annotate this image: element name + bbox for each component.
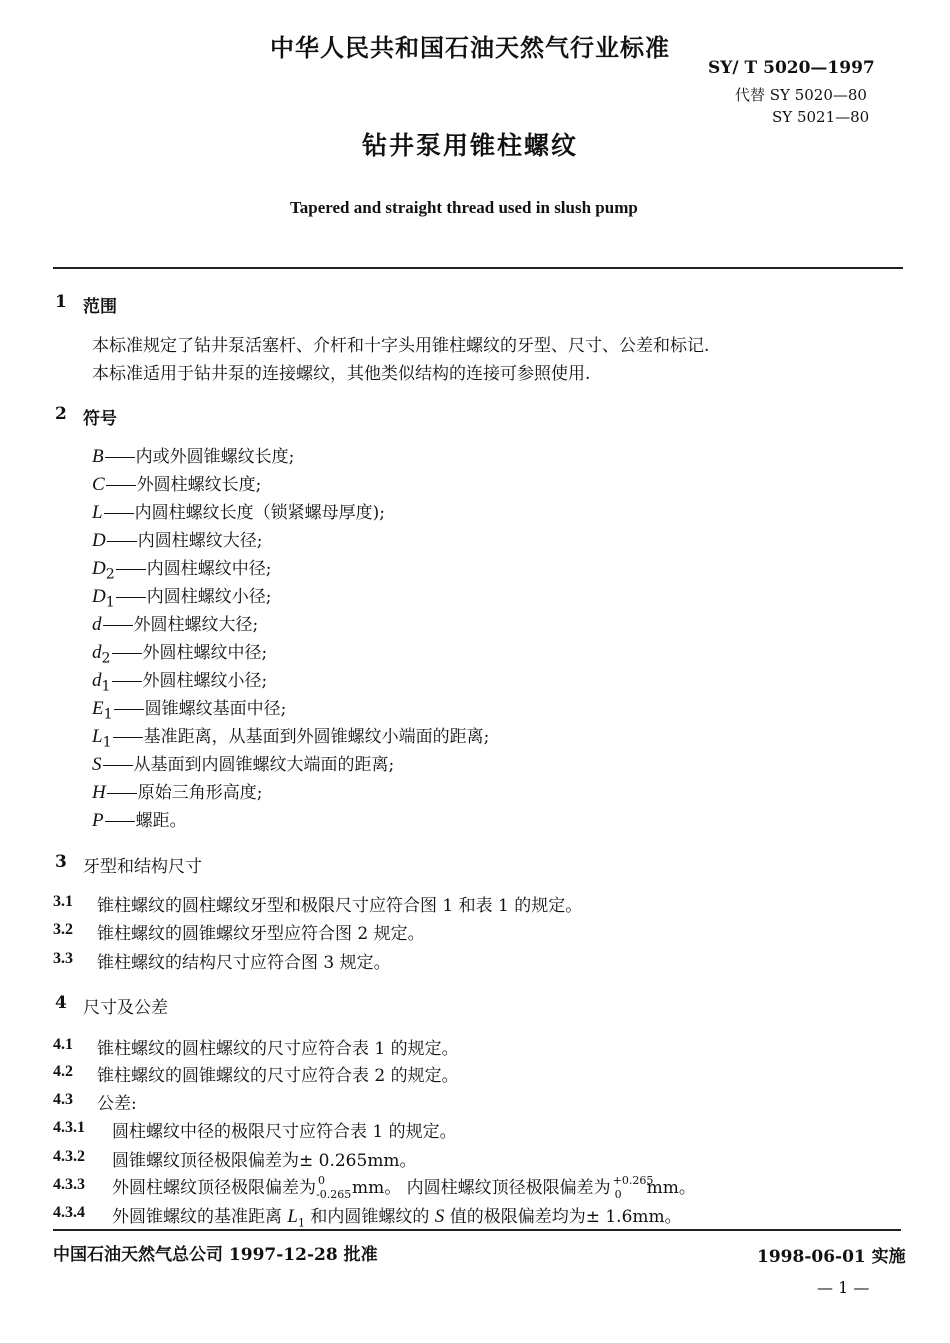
symbol-subscript: 2 bbox=[105, 566, 115, 583]
dash bbox=[112, 681, 142, 682]
section-1-number: 1 bbox=[55, 292, 67, 312]
symbol: L bbox=[287, 1206, 298, 1227]
section-2-number: 2 bbox=[55, 404, 67, 424]
standard-code: SY/ T 5020—1997 bbox=[708, 58, 875, 78]
header-divider bbox=[53, 267, 903, 269]
document-title: 钻井泵用锥柱螺纹 bbox=[362, 131, 579, 160]
section-1-title: 范围 bbox=[83, 297, 117, 317]
clause-number: 4.2 bbox=[53, 1063, 73, 1080]
dash bbox=[105, 821, 135, 822]
issuing-standard-title: 中华人民共和国石油天然气行业标准 bbox=[270, 34, 670, 62]
dash bbox=[116, 597, 146, 598]
symbol-subscript: 1 bbox=[297, 1216, 305, 1230]
clause-number: 4.3 bbox=[53, 1091, 73, 1108]
page-number: — 1 — bbox=[817, 1278, 870, 1297]
symbol: B bbox=[92, 446, 104, 467]
symbol-subscript: 1 bbox=[103, 706, 113, 723]
clause-text: 圆柱螺纹中径的极限尺寸应符合表 1 的规定。 bbox=[112, 1122, 457, 1142]
symbol-description: 圆锥螺纹基面中径; bbox=[144, 699, 287, 719]
clause-text: 公差: bbox=[97, 1094, 137, 1114]
symbol: D bbox=[92, 530, 106, 551]
symbol-row bbox=[92, 638, 268, 667]
tolerance-lower: -0.265 bbox=[316, 1187, 352, 1201]
dash bbox=[114, 709, 144, 710]
clause-number: 4.3.2 bbox=[53, 1148, 85, 1165]
clause-number: 3.2 bbox=[53, 921, 73, 938]
clause-number: 4.3.3 bbox=[53, 1176, 85, 1193]
clause-text: mm。 内圆柱螺纹顶径极限偏差为 bbox=[352, 1178, 611, 1198]
symbol: H bbox=[92, 782, 106, 803]
dash bbox=[103, 765, 133, 766]
dash bbox=[113, 737, 143, 738]
section-1-paragraph-1: 本标准规定了钻井泵活塞杆、介杆和十字头用锥柱螺纹的牙型、尺寸、公差和标记. bbox=[92, 336, 710, 356]
symbol-subscript: 1 bbox=[102, 734, 112, 751]
clause-text: 外圆柱螺纹顶径极限偏差为 bbox=[112, 1178, 316, 1198]
clause-number: 4.1 bbox=[53, 1036, 73, 1053]
clause-text: mm。 bbox=[646, 1178, 696, 1198]
effective-date: 1998-06-01 实施 bbox=[757, 1247, 906, 1267]
dash bbox=[116, 569, 146, 570]
symbol-row bbox=[92, 470, 261, 496]
symbol-row bbox=[92, 582, 272, 611]
tolerance-upper: +0.265 bbox=[612, 1173, 654, 1187]
symbol: P bbox=[92, 810, 104, 831]
clause-number: 4.3.1 bbox=[53, 1119, 85, 1136]
symbol-description: 内或外圆锥螺纹长度; bbox=[135, 447, 295, 467]
symbol: S bbox=[92, 754, 102, 775]
symbol-description: 外圆柱螺纹小径; bbox=[142, 671, 268, 691]
dash bbox=[106, 485, 136, 486]
symbol: L bbox=[92, 502, 103, 523]
symbol-row bbox=[92, 526, 262, 552]
symbol-subscript: 1 bbox=[101, 678, 111, 695]
section-1-paragraph-2: 本标准适用于钻井泵的连接螺纹，其他类似结构的连接可参照使用. bbox=[92, 364, 591, 384]
symbol-description: 外圆柱螺纹长度; bbox=[136, 475, 262, 495]
section-3-title: 牙型和结构尺寸 bbox=[83, 857, 202, 877]
symbol: d bbox=[92, 642, 102, 663]
section-4-number: 4 bbox=[55, 993, 67, 1013]
dash bbox=[105, 457, 135, 458]
clause-text-basic-distance bbox=[112, 1202, 682, 1229]
symbol-row bbox=[92, 610, 258, 636]
approval-line: 中国石油天然气总公司 1997-12-28 批准 bbox=[53, 1245, 378, 1265]
symbol-row bbox=[92, 554, 272, 583]
tolerance-upper: 0 bbox=[318, 1173, 325, 1187]
clause-text: 圆锥螺纹顶径极限偏差为± 0.265mm。 bbox=[112, 1151, 417, 1171]
clause-text: 锥柱螺纹的圆柱螺纹的尺寸应符合表 1 的规定。 bbox=[97, 1039, 459, 1059]
document-title-english: Tapered and straight thread used in slush pump bbox=[290, 198, 638, 217]
symbol: D bbox=[92, 558, 106, 579]
symbol-description: 外圆柱螺纹中径; bbox=[142, 643, 268, 663]
symbol-description: 内圆柱螺纹中径; bbox=[146, 559, 272, 579]
symbol-description: 内圆柱螺纹小径; bbox=[146, 587, 272, 607]
dash bbox=[104, 513, 134, 514]
symbol-row bbox=[92, 694, 287, 723]
dash bbox=[103, 625, 133, 626]
symbol: C bbox=[92, 474, 105, 495]
clause-number: 3.3 bbox=[53, 950, 73, 967]
symbol: d bbox=[92, 670, 102, 691]
symbol: S bbox=[434, 1206, 445, 1227]
symbol-subscript: 2 bbox=[101, 650, 111, 667]
symbol-description: 从基面到内圆锥螺纹大端面的距离; bbox=[133, 755, 395, 775]
dash bbox=[112, 653, 142, 654]
clause-text-tolerance bbox=[112, 1173, 696, 1201]
symbol-description: 原始三角形高度; bbox=[137, 783, 263, 803]
symbol-row bbox=[92, 498, 385, 524]
clause-text: 锥柱螺纹的圆柱螺纹牙型和极限尺寸应符合图 1 和表 1 的规定。 bbox=[97, 896, 583, 916]
symbol-row bbox=[92, 806, 187, 832]
footer-divider bbox=[53, 1229, 901, 1231]
section-2-title: 符号 bbox=[83, 409, 117, 429]
clause-number: 3.1 bbox=[53, 893, 73, 910]
dash bbox=[107, 541, 137, 542]
clause-text: 锥柱螺纹的结构尺寸应符合图 3 规定。 bbox=[97, 953, 391, 973]
section-4-title: 尺寸及公差 bbox=[83, 998, 168, 1018]
tolerance-lower: 0 bbox=[614, 1187, 622, 1201]
clause-text: 外圆锥螺纹的基准距离 bbox=[112, 1207, 282, 1227]
symbol-row bbox=[92, 666, 268, 695]
symbol-description: 螺距。 bbox=[135, 811, 187, 831]
symbol-row bbox=[92, 750, 394, 776]
symbol-subscript: 1 bbox=[105, 594, 115, 611]
symbol-description: 内圆柱螺纹大径; bbox=[137, 531, 263, 551]
clause-text: 和内圆锥螺纹的 bbox=[310, 1207, 430, 1227]
symbol: L bbox=[92, 726, 103, 747]
replaces-line-1: 代替 SY 5020—80 bbox=[735, 86, 867, 104]
symbol-row bbox=[92, 442, 294, 468]
clause-number: 4.3.4 bbox=[53, 1204, 85, 1221]
symbol-row bbox=[92, 778, 262, 804]
clause-text: 锥柱螺纹的圆锥螺纹牙型应符合图 2 规定。 bbox=[97, 924, 425, 944]
replaces-line-2: SY 5021—80 bbox=[772, 108, 870, 126]
symbol-description: 基准距离，从基面到外圆锥螺纹小端面的距离; bbox=[143, 727, 490, 747]
clause-text: 锥柱螺纹的圆锥螺纹的尺寸应符合表 2 的规定。 bbox=[97, 1066, 459, 1086]
tolerance-int bbox=[611, 1173, 654, 1201]
tolerance-ext bbox=[316, 1173, 352, 1201]
symbol-description: 内圆柱螺纹长度（锁紧螺母厚度); bbox=[134, 503, 385, 523]
symbol-description: 外圆柱螺纹大径; bbox=[133, 615, 259, 635]
section-3-number: 3 bbox=[55, 852, 67, 872]
clause-text: 值的极限偏差均为± 1.6mm。 bbox=[449, 1207, 682, 1227]
symbol: E bbox=[92, 698, 104, 719]
symbol: d bbox=[92, 614, 102, 635]
symbol: D bbox=[92, 586, 106, 607]
symbol-row bbox=[92, 722, 490, 751]
dash bbox=[107, 793, 137, 794]
